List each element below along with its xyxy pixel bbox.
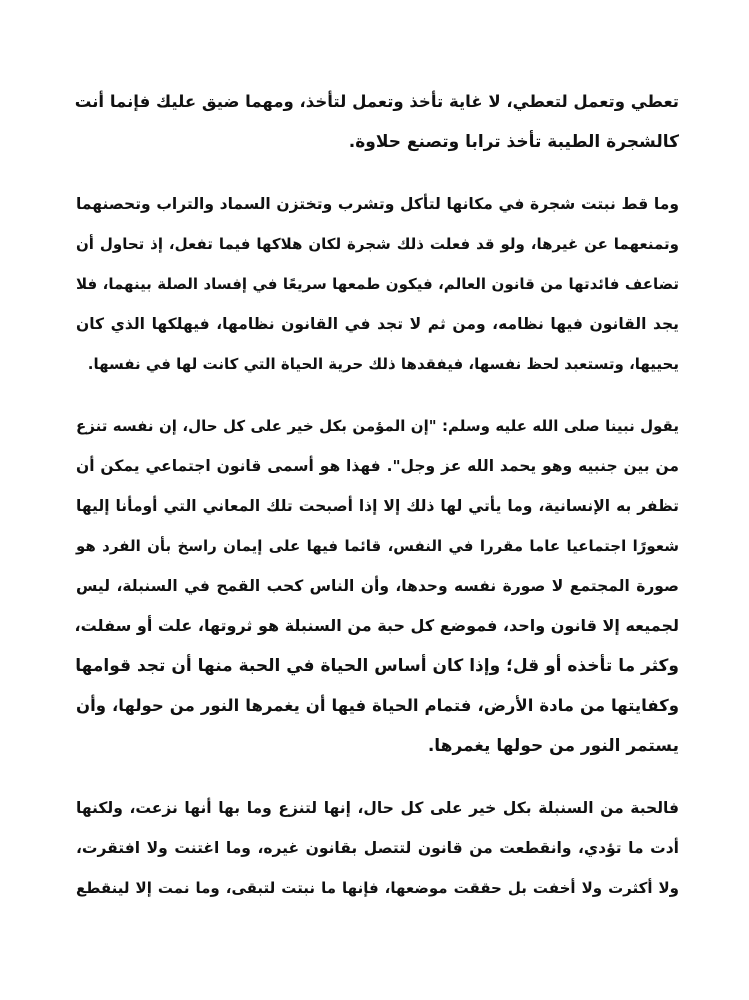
- text-line: كالشجرة الطيبة تأخذ ترابا وتصنع حلاوة.: [348, 132, 679, 152]
- text-line: يقول نبينا صلى الله عليه وسلم: "إن المؤمن بكل خير على كل حال، إن نفسه تنزع: [76, 417, 679, 435]
- document-page: [76, 82, 679, 908]
- text-line: يجد القانون فيها نظامه، ومن ثم لا تجد في القانون نظامها، فيهلكها الذي كان: [76, 315, 679, 333]
- paragraph-3: [76, 406, 679, 766]
- text-line: وتمنعهما عن غيرها، ولو قد فعلت ذلك شجرة لكان هلاكها فيما تفعل، إذ تحاول أن: [76, 235, 679, 253]
- text-line: يستمر النور من حولها يغمرها.: [427, 736, 679, 756]
- text-line: وكفايتها من مادة الأرض، فتمام الحياة فيها أن يغمرها النور من حولها، وأن: [76, 696, 679, 715]
- text-line: يحييها، وتستعبد لحظ نفسها، فيفقدها ذلك حرية الحياة التي كانت لها في نفسها.: [87, 355, 679, 373]
- text-line: فالحبة من السنبلة بكل خير على كل حال، إنها لتنزع وما بها أنها نزعت، ولكنها: [76, 799, 679, 817]
- text-line: من بين جنبيه وهو يحمد الله عز وجل". فهذا هو أسمى قانون اجتماعي يمكن أن: [76, 457, 679, 475]
- text-line: صورة المجتمع لا صورة نفسه وحدها، وأن الناس كحب القمح في السنبلة، ليس: [76, 577, 679, 595]
- text-line: أدت ما تؤدي، وانقطعت من قانون لتتصل بقانون غيره، وما اغتنت ولا افتقرت،: [76, 839, 679, 857]
- text-line: تعطي وتعمل لتعطي، لا غاية تأخذ وتعمل لتأخذ، ومهما ضيق عليك فإنما أنت: [74, 92, 679, 111]
- paragraph-1: [76, 82, 679, 162]
- text-line: لجميعه إلا قانون واحد، فموضع كل حبة من السنبلة هو ثروتها، علت أو سفلت،: [74, 616, 679, 635]
- text-line: وكثر ما تأخذه أو قل؛ وإذا كان أساس الحياة في الحبة منها أن تجد قوامها: [75, 656, 679, 676]
- text-line: ولا أكثرت ولا أخفت بل حققت موضعها، فإنها ما نبتت لتبقى، وما نمت إلا لينقطع: [76, 879, 679, 897]
- paragraph-2: [76, 184, 679, 384]
- paragraph-4: [76, 788, 679, 908]
- text-line: وما قط نبتت شجرة في مكانها لتأكل وتشرب وتختزن السماد والتراب وتحصنهما: [76, 195, 679, 213]
- text-line: تضاعف فائدتها من قانون العالم، فيكون طمعها سريعًا في إفساد الصلة بينهما، فلا: [76, 275, 679, 293]
- text-line: شعورًا اجتماعيا عاما مقررا في النفس، قائما فيها على إيمان راسخ بأن الفرد هو: [76, 537, 679, 555]
- text-line: تظفر به الإنسانية، وما يأتي لها ذلك إلا إذا أصبحت تلك المعاني التي أومأنا إليها: [76, 497, 679, 515]
